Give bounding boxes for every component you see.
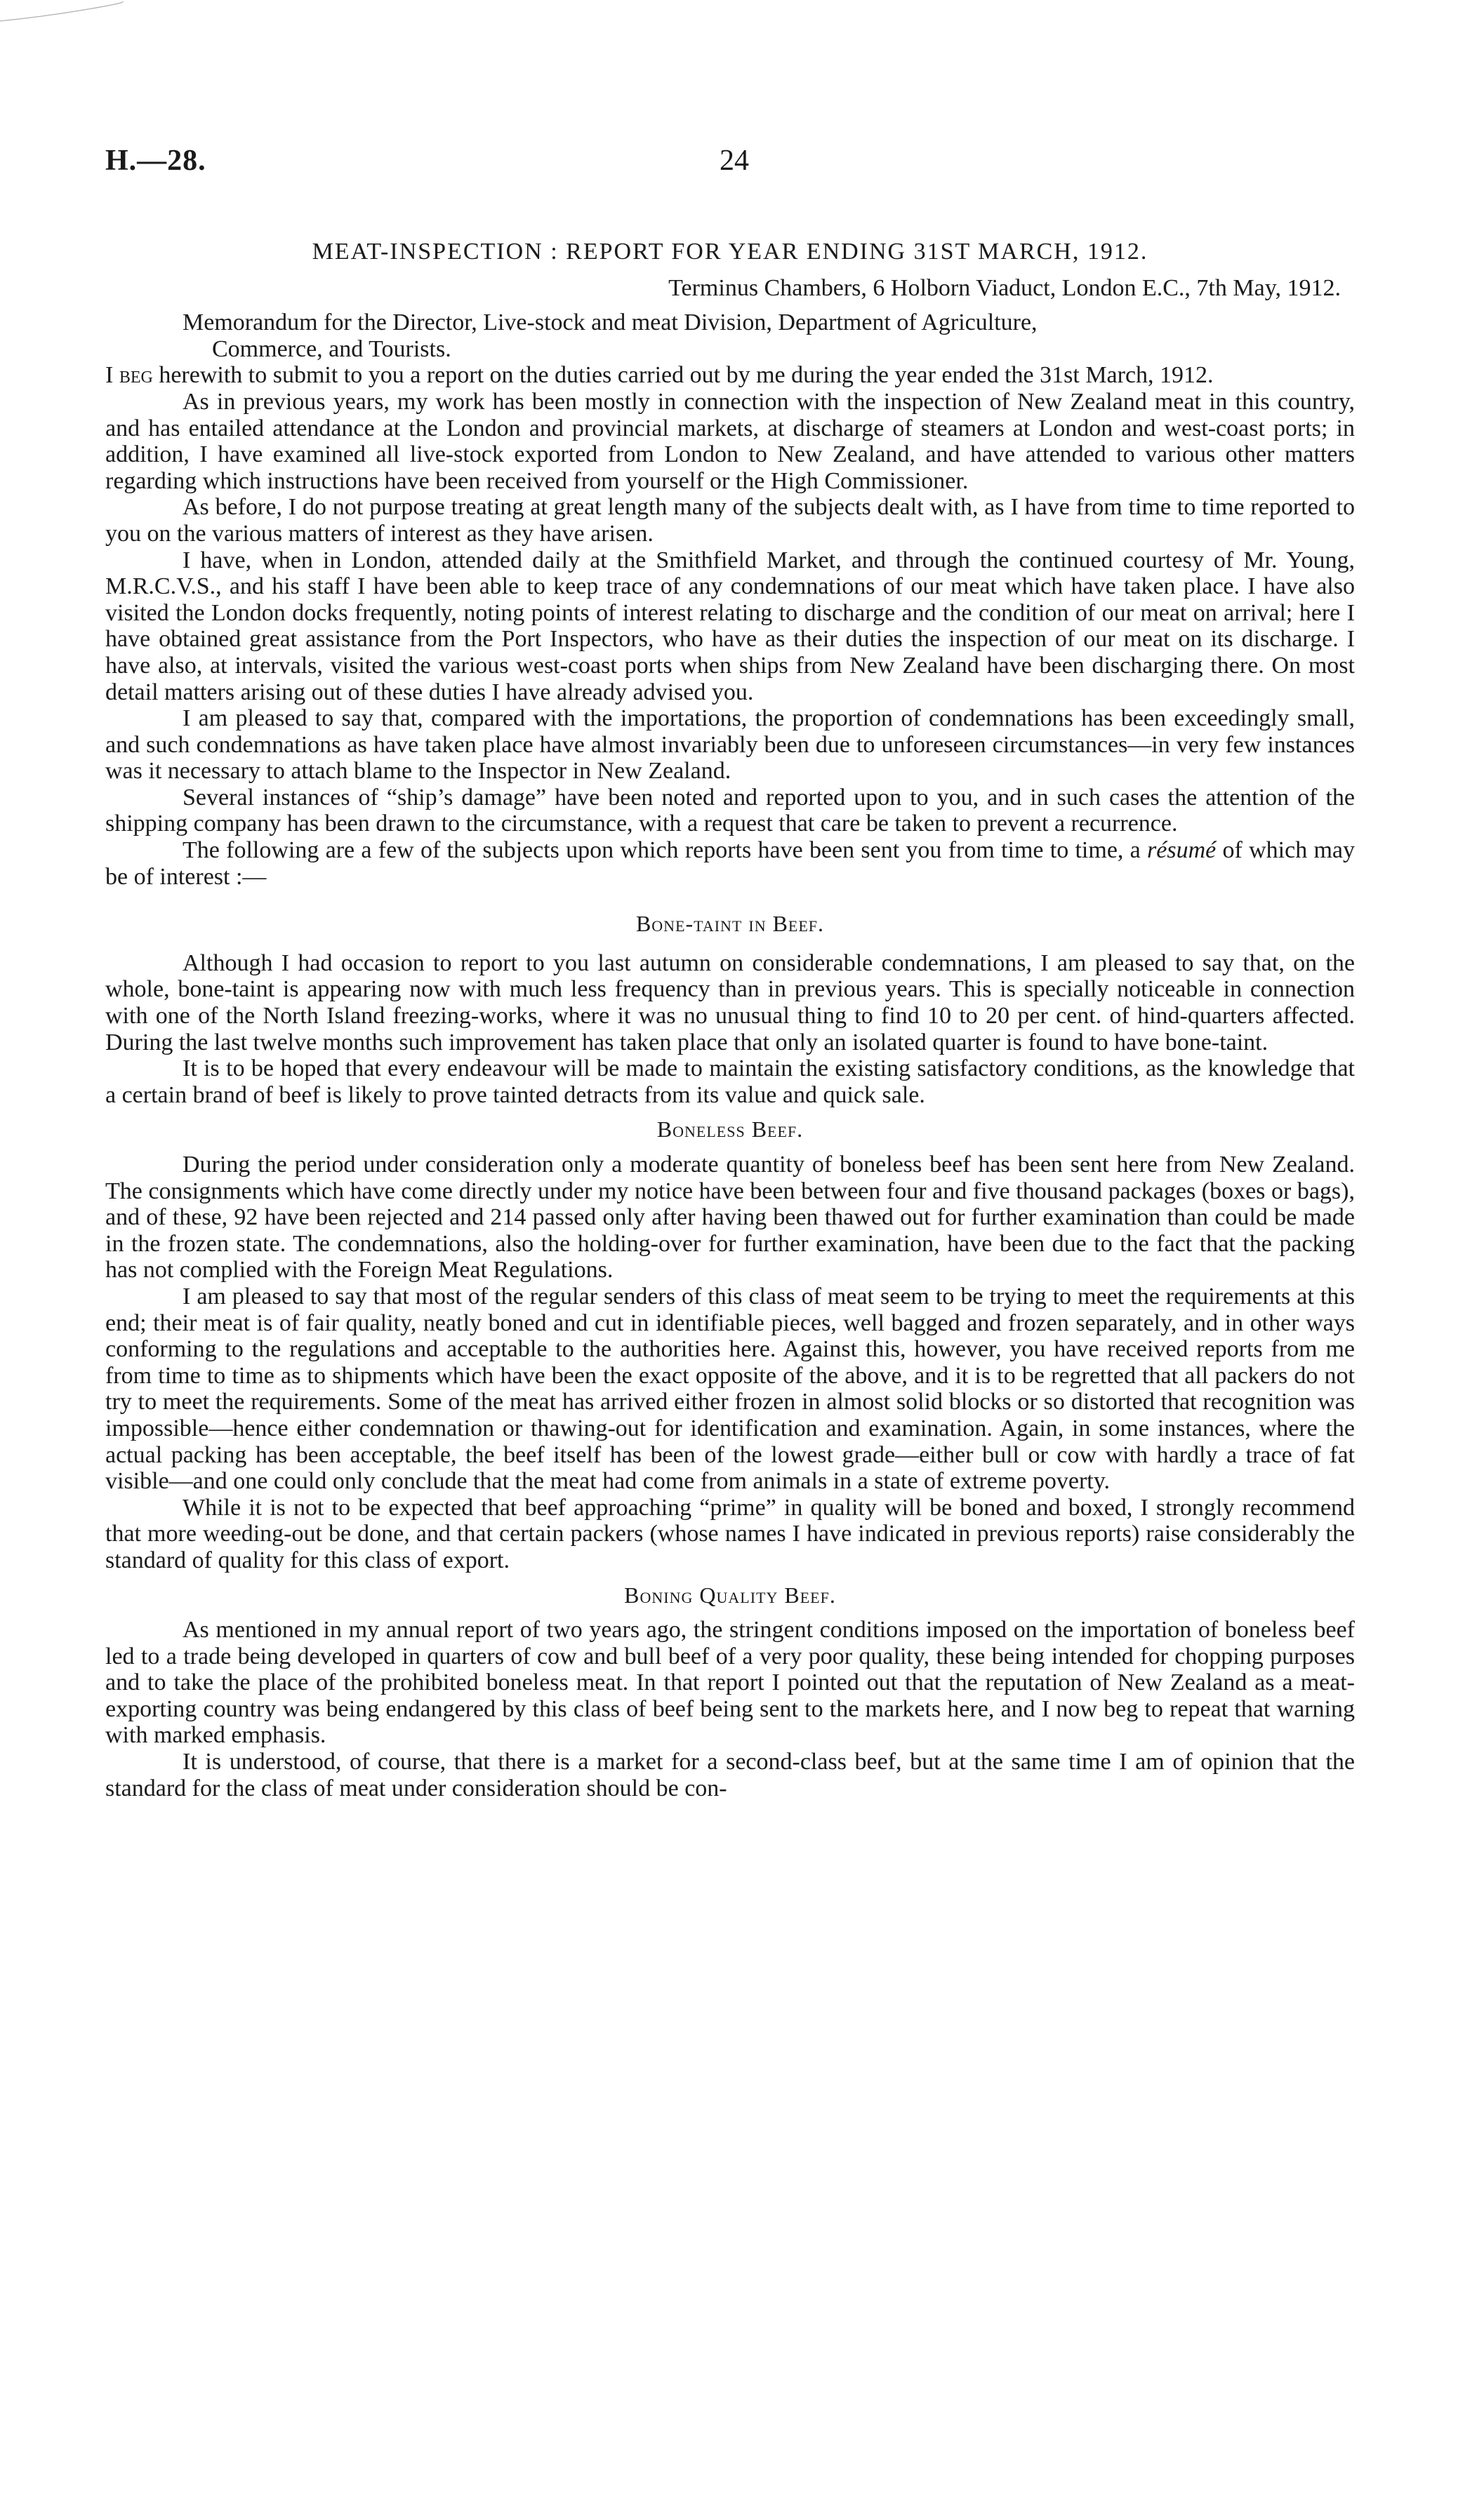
paragraph-condemnations: I am pleased to say that, compared with the importations, the proportion of condemnations has been exceedingly small, and such condemnations as have taken place have almost invariably been due to unforeseen circumstances—in very few instances was it necessary to attach blame to the Inspector in New Zealand. <box>105 705 1355 785</box>
boneless-paragraph-1: During the period under consideration only a moderate quantity of boneless beef has been sent here from New Zealand. The consignments which have come directly under my notice have been between four and five thousand packages (boxes or bags), and of these, 92 have been rejected and 214 passed only after having been thawed out for further examination than could be made in the frozen state. The condemnations, also the holding-over for further examination, have been due to the fact that the packing has not complied with the Foreign Meat Regulations. <box>105 1152 1355 1284</box>
memo-line-2: Commerce, and Tourists. <box>212 335 451 362</box>
intro-paragraph <box>105 362 1355 389</box>
paragraph-previous-years: As in previous years, my work has been mostly in connection with the inspection of New Zealand meat in this country, and has entailed attendance at the London and provincial markets, at discharge of steamers at London and west-coast ports; in addition, I have examined all live-stock exported from London to New Zealand, and have attended to various other matters regarding which instructions have been received from yourself or the High Commissioner. <box>105 388 1355 494</box>
sender-address: Terminus Chambers, 6 Holborn Viaduct, London E.C., 7th May, 1912. <box>668 274 1341 301</box>
memo-line-1: Memorandum for the Director, Live-stock and meat Division, Department of Agriculture, <box>183 309 1038 336</box>
resume-text-before: The following are a few of the subjects upon which reports have been sent you from time to time, a <box>183 837 1148 864</box>
heading-boneless-beef: Boneless Beef. <box>656 1116 804 1142</box>
page-number: 24 <box>720 145 749 177</box>
document-reference: H.—28. <box>105 145 206 177</box>
report-body <box>105 239 1355 1801</box>
boning-quality-paragraph-1: As mentioned in my annual report of two years ago, the stringent conditions imposed on the importation of boneless beef led to a trade being developed in quarters of cow and bull beef of a very poor quality, these being intended for chopping purposes and to take the place of the prohibited boneless meat. In that report I pointed out that the reputation of New Zealand as a meat-exporting country was being endangered by this class of beef being sent to the markets here, and I now beg to repeat that warning with marked emphasis. <box>105 1617 1355 1749</box>
resume-italic: résumé <box>1147 837 1217 864</box>
heading-bone-taint: Bone-taint in Beef. <box>635 911 825 937</box>
report-title: MEAT-INSPECTION : REPORT FOR YEAR ENDING 31ST MARCH, 1912. <box>312 239 1148 265</box>
paragraph-smithfield: I have, when in London, attended daily at the Smithfield Market, and through the continued courtesy of Mr. Young, M.R.C.V.S., and his staff I have been able to keep trace of any condemnations of our meat which have taken place. I have also visited the London docks frequently, noting points of interest relating to discharge and the condition of our meat on arrival; here I have obtained great assistance from the Port Inspectors, who have as their duties the inspection of our meat on its discharge. I have also, at intervals, visited the various west-coast ports when ships from New Zealand have been discharging there. On most detail matters arising out of these duties I have already advised you. <box>105 547 1355 705</box>
boneless-paragraph-3: While it is not to be expected that beef approaching “prime” in quality will be boned and boxed, I strongly recommend that more weeding-out be done, and that certain packers (whose names I have indicated in previous reports) raise considerably the standard of quality for this class of export. <box>105 1494 1355 1573</box>
scan-artifact <box>0 0 126 28</box>
intro-text: herewith to submit to you a report on the duties carried out by me during the year ended the 31st March, 1912. <box>152 362 1214 389</box>
resume-text-after: of which may be of interest :— <box>105 837 1356 890</box>
boneless-paragraph-2: I am pleased to say that most of the regular senders of this class of meat seem to be trying to meet the requirements at this end; their meat is of fair quality, neatly boned and cut in identifiable pieces, well bagged and frozen separately, and in other ways conforming to the regulations and acceptable to the authorities here. Against this, however, you have received reports from me from time to time as to shipments which have been the exact opposite of the above, and it is to be regretted that all packers do not try to meet the requirements. Some of the meat has arrived either frozen in almost solid blocks or so distorted that recognition was impossible—hence either condemnation or thawing-out for identification and examination. Again, in some instances, where the actual packing has been acceptable, the beef itself has been of the lowest grade—either bull or cow with hardly a trace of fat visible—and one could only conclude that the meat had come from animals in a state of extreme poverty. <box>105 1283 1355 1495</box>
paragraph-resume <box>105 837 1355 890</box>
heading-boning-quality-beef: Boning Quality Beef. <box>624 1582 836 1608</box>
boning-quality-paragraph-2: It is understood, of course, that there is a market for a second-class beef, but at the same time I am of opinion that the standard for the class of meat under consideration should be con- <box>105 1749 1355 1801</box>
bone-taint-paragraph-2: It is to be hoped that every endeavour will be made to maintain the existing satisfactory conditions, as the knowledge that a certain brand of beef is likely to prove tainted detracts from its value and quick sale. <box>105 1055 1355 1108</box>
paragraph-ships-damage: Several instances of “ship’s damage” have been noted and reported upon to you, and in such cases the attention of the shipping company has been drawn to the circumstance, with a request that care be taken to prevent a recurrence. <box>105 784 1355 837</box>
intro-drop-words: I beg <box>105 362 153 389</box>
paragraph-as-before: As before, I do not purpose treating at great length many of the subjects dealt with, as I have from time to time reported to you on the various matters of interest as they have arisen. <box>105 494 1355 547</box>
bone-taint-paragraph-1: Although I had occasion to report to you last autumn on considerable condemnations, I am pleased to say that, on the whole, bone-taint is appearing now with much less frequency than in previous years. This is specially noticeable in connection with one of the North Island freezing-works, where it was no unusual thing to find 10 to 20 per cent. of hind-quarters affected. During the last twelve months such improvement has taken place that only an isolated quarter is found to have bone-taint. <box>105 949 1355 1055</box>
